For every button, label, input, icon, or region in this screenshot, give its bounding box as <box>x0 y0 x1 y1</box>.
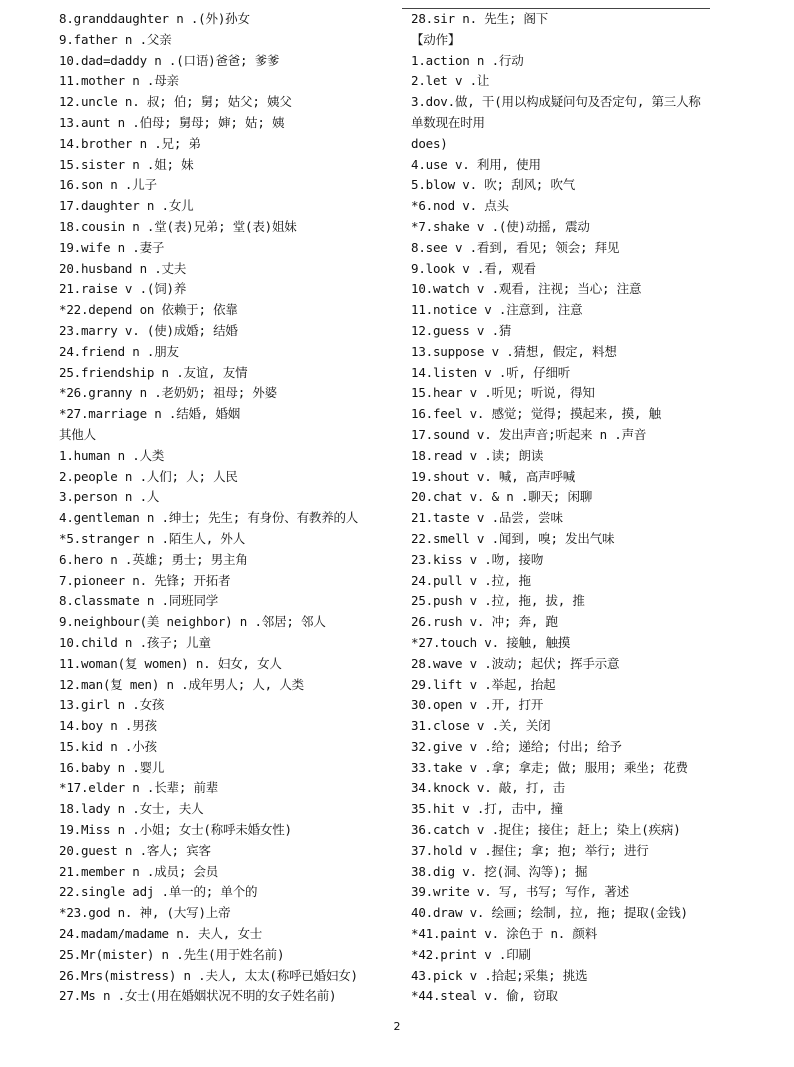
vocab-entry: 23.marry v. (使)成婚; 结婚 <box>59 322 238 338</box>
vocab-entry: *17.elder n .长辈; 前辈 <box>59 780 219 796</box>
page-number: 2 <box>393 1020 401 1033</box>
vocab-entry: 40.draw v. 绘画; 绘制, 拉, 拖; 提取(金钱) <box>411 905 688 921</box>
vocab-entry: 4.gentleman n .绅士; 先生; 有身份、有教养的人 <box>59 510 359 526</box>
vocab-entry: *22.depend on 依赖于; 依靠 <box>59 302 238 318</box>
vocab-entry: 8.see v .看到, 看见; 领会; 拜见 <box>411 239 620 255</box>
vocab-entry: 14.boy n .男孩 <box>59 718 157 734</box>
vocab-entry: 30.open v .开, 打开 <box>411 697 544 713</box>
vocab-entry: 36.catch v .捉住; 接住; 赶上; 染上(疾病) <box>411 822 681 838</box>
vocab-entry: 24.madam/madame n. 夫人, 女士 <box>59 926 263 942</box>
vocab-entry: 35.hit v .打, 击中, 撞 <box>411 801 563 817</box>
vocab-entry: 19.wife n .妻子 <box>59 239 165 255</box>
vocab-entry: 22.smell v .闻到, 嗅; 发出气味 <box>411 530 615 546</box>
vocab-entry: *27.marriage n .结婚, 婚姻 <box>59 406 241 422</box>
vocab-entry: 9.look v .看, 观看 <box>411 260 536 276</box>
vocab-entry: 17.sound v. 发出声音;听起来 n .声音 <box>411 426 647 442</box>
vocab-entry: *27.touch v. 接触, 触摸 <box>411 634 571 650</box>
vocab-entry: 11.woman(复 women) n. 妇女, 女人 <box>59 655 282 671</box>
vocab-entry: 25.push v .拉, 拖, 拔, 推 <box>411 593 585 609</box>
vocab-entry: 10.dad=daddy n .(口语)爸爸; 爹爹 <box>59 52 280 68</box>
vocab-entry: 16.feel v. 感觉; 觉得; 摸起来, 摸, 触 <box>411 406 661 422</box>
vocab-entry: 28.wave v .波动; 起伏; 挥手示意 <box>411 655 620 671</box>
vocab-entry: 34.knock v. 敲, 打, 击 <box>411 780 566 796</box>
vocab-entry: 11.notice v .注意到, 注意 <box>411 302 583 318</box>
vocab-entry: *26.granny n .老奶奶; 祖母; 外婆 <box>59 385 277 401</box>
vocab-entry: 其他人 <box>59 426 96 442</box>
vocab-entry: 15.sister n .姐; 妹 <box>59 156 194 172</box>
vocab-entry: 13.girl n .女孩 <box>59 697 165 713</box>
vocab-entry: *5.stranger n .陌生人, 外人 <box>59 530 246 546</box>
vocab-entry: 37.hold v .握住; 拿; 抱; 举行; 进行 <box>411 842 649 858</box>
vocab-entry: 5.blow v. 吹; 刮风; 吹气 <box>411 177 576 193</box>
vocab-entry: 16.son n .儿子 <box>59 177 157 193</box>
vocab-entry: *6.nod v. 点头 <box>411 198 509 214</box>
vocab-entry: 6.hero n .英雄; 勇士; 男主角 <box>59 551 248 567</box>
vocab-entry: 25.friendship n .友谊, 友情 <box>59 364 248 380</box>
vocab-entry: 26.Mrs(mistress) n .夫人, 太太(称呼已婚妇女) <box>59 967 358 983</box>
vocab-entry: 17.daughter n .女儿 <box>59 198 194 214</box>
vocab-entry: 18.lady n .女士, 夫人 <box>59 801 204 817</box>
vocab-entry: 3.person n .人 <box>59 489 160 505</box>
vocab-entry: 11.mother n .母亲 <box>59 73 179 89</box>
vocab-entry: 33.take v .拿; 拿走; 做; 服用; 乘坐; 花费 <box>411 759 688 775</box>
vocab-entry: 28.sir n. 先生; 阁下 <box>411 11 549 26</box>
vocab-entry: 9.neighbour(美 neighbor) n .邻居; 邻人 <box>59 614 326 630</box>
vocab-entry: 2.let v .让 <box>411 73 490 89</box>
vocab-entry: 23.kiss v .吻, 接吻 <box>411 551 544 567</box>
vocab-entry: 32.give v .给; 递给; 付出; 给予 <box>411 738 622 754</box>
vocab-entry: 18.read v .读; 朗读 <box>411 447 544 463</box>
vocab-entry: 20.chat v. & n .聊天; 闲聊 <box>411 489 593 505</box>
vocab-entry: *42.print v .印刷 <box>411 946 531 962</box>
vocab-entry: 7.pioneer n. 先锋; 开拓者 <box>59 572 231 588</box>
vocab-entry: 10.watch v .观看, 注视; 当心; 注意 <box>411 281 642 297</box>
vocab-entry: 38.dig v. 挖(洞、沟等); 掘 <box>411 863 588 879</box>
vocab-entry: 26.rush v. 冲; 奔, 跑 <box>411 614 558 630</box>
vocab-entry: 15.hear v .听见; 听说, 得知 <box>411 385 595 401</box>
vocab-entry: 14.brother n .兄; 弟 <box>59 135 201 151</box>
vocab-entry: 9.father n .父亲 <box>59 31 172 47</box>
vocab-entry: 21.raise v .(饲)养 <box>59 281 187 297</box>
vocab-entry: 1.human n .人类 <box>59 447 165 463</box>
vocab-entry: 2.people n .人们; 人; 人民 <box>59 468 238 484</box>
vocab-entry: 10.child n .孩子; 儿童 <box>59 634 211 650</box>
vocab-entry: 13.aunt n .伯母; 舅母; 婶; 姑; 姨 <box>59 114 285 130</box>
vocab-entry: 24.friend n .朋友 <box>59 343 179 359</box>
vocab-entry: 21.taste v .品尝, 尝味 <box>411 510 563 526</box>
vocab-entry: 1.action n .行动 <box>411 52 524 68</box>
vocab-entry: 16.baby n .婴儿 <box>59 759 165 775</box>
vocab-entry: 18.cousin n .堂(表)兄弟; 堂(表)姐妹 <box>59 218 297 234</box>
vocab-entry: 25.Mr(mister) n .先生(用于姓名前) <box>59 946 285 962</box>
vocab-entry: *23.god n. 神, (大写)上帝 <box>59 905 231 921</box>
vocab-entry: *7.shake v .(使)动摇, 震动 <box>411 218 590 234</box>
vocab-entry: 39.write v. 写, 书写; 写作, 著述 <box>411 884 629 900</box>
vocab-entry: 27.Ms n .女士(用在婚姻状况不明的女子姓名前) <box>59 988 337 1004</box>
vocab-entry: 12.guess v .猜 <box>411 322 512 338</box>
vocab-entry: 14.listen v .听, 仔细听 <box>411 364 571 380</box>
vocab-entry: does) <box>411 135 448 151</box>
vocab-entry: 12.uncle n. 叔; 伯; 舅; 姑父; 姨父 <box>59 94 292 110</box>
vocab-entry: 22.single adj .单一的; 单个的 <box>59 884 258 900</box>
vocab-entry: 19.Miss n .小姐; 女士(称呼未婚女性) <box>59 822 292 838</box>
right-column <box>411 9 761 1007</box>
vocab-entry: 31.close v .关, 关闭 <box>411 718 551 734</box>
vocab-entry: 15.kid n .小孩 <box>59 738 157 754</box>
vocab-entry: 8.classmate n .同班同学 <box>59 593 219 609</box>
vocab-entry: 43.pick v .拾起;采集; 挑选 <box>411 967 588 983</box>
vocab-entry: 4.use v. 利用, 使用 <box>411 156 541 172</box>
vocab-entry: 3.dov.做, 干(用以构成疑问句及否定句, 第三人称 <box>411 94 701 110</box>
vocab-entry: 【动作】 <box>411 31 461 47</box>
left-column <box>59 9 401 1007</box>
vocab-entry: 29.lift v .举起, 抬起 <box>411 676 556 692</box>
vocab-entry: 12.man(复 men) n .成年男人; 人, 人类 <box>59 676 304 692</box>
vocab-entry: *44.steal v. 偷, 窃取 <box>411 988 558 1004</box>
vocab-entry: 单数现在时用 <box>411 114 485 130</box>
vocab-entry: 20.husband n .丈夫 <box>59 260 187 276</box>
vocab-entry: 20.guest n .客人; 宾客 <box>59 842 211 858</box>
vocab-entry: *41.paint v. 涂色于 n. 颜料 <box>411 926 598 942</box>
vocab-entry: 13.suppose v .猜想, 假定, 料想 <box>411 343 617 359</box>
vocab-entry: 24.pull v .拉, 拖 <box>411 572 531 588</box>
vocab-entry: 19.shout v. 喊, 高声呼喊 <box>411 468 576 484</box>
vocab-entry: 21.member n .成员; 会员 <box>59 863 219 879</box>
vocab-entry: 8.granddaughter n .(外)孙女 <box>59 11 250 26</box>
